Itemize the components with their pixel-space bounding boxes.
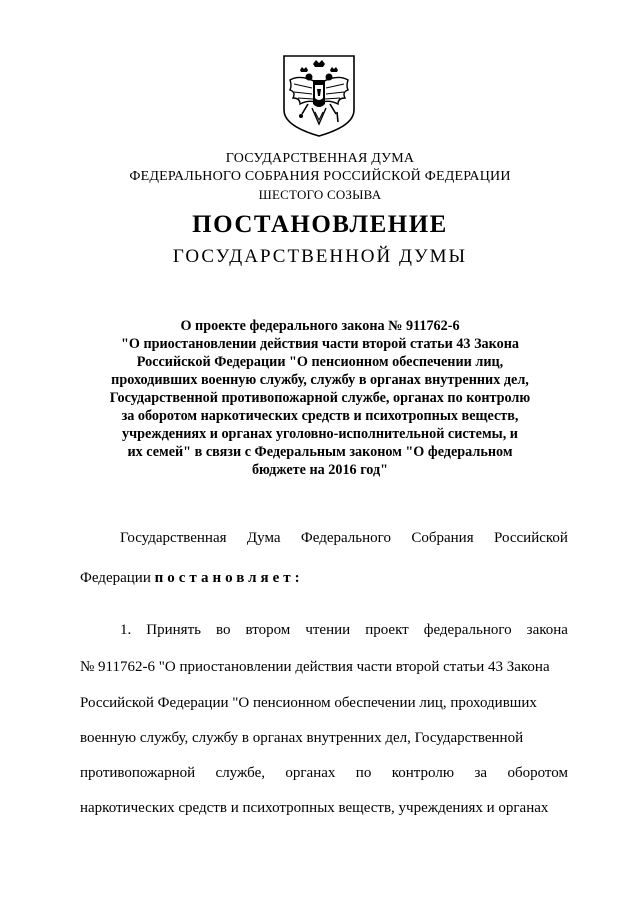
- word: закона: [526, 622, 568, 638]
- bill-line: их семей" в связи с Федеральным законом "О федеральном: [127, 444, 513, 460]
- bill-line: Государственной противопожарной службе, органах по контролю: [109, 390, 531, 406]
- russian-coat-of-arms-icon: [278, 52, 360, 138]
- document-subtitle: ГОСУДАРСТВЕННОЙ ДУМЫ: [172, 246, 468, 267]
- word: проект: [365, 622, 409, 638]
- word: Собрания: [411, 530, 474, 546]
- paragraph-1-line-1: [120, 620, 568, 640]
- paragraph-1-line-5: [80, 763, 568, 783]
- bill-line: Российской Федерации "О пенсионном обеспечении лиц,: [136, 354, 504, 370]
- preamble-line-1: [120, 528, 568, 548]
- word: Принять: [146, 622, 201, 638]
- preamble-line-2: [80, 568, 304, 588]
- word: Федерального: [300, 530, 391, 546]
- paragraph-1-line-6: наркотических средств и психотропных веществ, учреждениях и органах: [80, 800, 549, 816]
- bill-line: учреждениях и органах уголовно-исполнительной системы, и: [122, 426, 518, 442]
- org-line-2: ФЕДЕРАЛЬНОГО СОБРАНИЯ РОССИЙСКОЙ ФЕДЕРАЦИИ: [129, 169, 511, 184]
- bill-line: О проекте федерального закона № 911762-6: [180, 318, 460, 334]
- word: втором: [245, 622, 291, 638]
- word: противопожарной: [80, 765, 196, 781]
- resolves-word: постановляет:: [154, 570, 304, 586]
- word: во: [216, 622, 231, 638]
- word: Российской: [494, 530, 568, 546]
- word: Дума: [246, 530, 281, 546]
- word: чтении: [305, 622, 351, 638]
- word: Государственная: [120, 530, 227, 546]
- word: контролю: [391, 765, 455, 781]
- word: оборотом: [507, 765, 568, 781]
- paragraph-1-line-3: Российской Федерации "О пенсионном обеспечении лиц, проходивших: [80, 695, 537, 711]
- paragraph-1-line-4: военную службу, службу в органах внутренних дел, Государственной: [80, 730, 524, 746]
- word: 1.: [120, 622, 132, 638]
- bill-title-block: [90, 317, 550, 479]
- paragraph-1-line-2: № 911762-6 "О приостановлении действия части второй статьи 43 Закона: [80, 659, 550, 675]
- bill-line: проходивших военную службу, службу в органах внутренних дел,: [111, 372, 529, 388]
- bill-line: "О приостановлении действия части второй статьи 43 Закона: [120, 336, 519, 352]
- word: Федерации: [80, 570, 151, 586]
- word: федерального: [423, 622, 512, 638]
- org-line-1: ГОСУДАРСТВЕННАЯ ДУМА: [225, 151, 415, 166]
- word: по: [355, 765, 372, 781]
- document-title: ПОСТАНОВЛЕНИЕ: [192, 211, 448, 238]
- organization-header: [0, 150, 640, 204]
- word: органах: [285, 765, 336, 781]
- word: службе,: [215, 765, 265, 781]
- org-line-3: ШЕСТОГО СОЗЫВА: [258, 187, 382, 202]
- bill-line: за оборотом наркотических средств и психотропных веществ,: [121, 408, 519, 424]
- word: за: [474, 765, 488, 781]
- bill-line: бюджете на 2016 год": [251, 462, 389, 478]
